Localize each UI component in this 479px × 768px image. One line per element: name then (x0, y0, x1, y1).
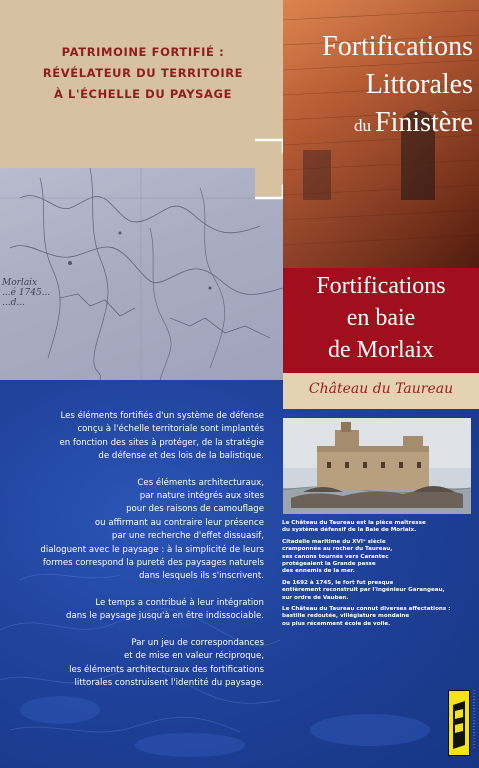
body-paragraph-2 (8, 477, 264, 584)
body-line: formes correspond la pureté des paysages naturels (42, 558, 264, 569)
map-drawing (0, 168, 283, 380)
body-line: Le temps a contribué à leur intégration (95, 597, 264, 608)
side-line: des ennemis de la mer. (282, 568, 355, 575)
body-line: dans le paysage jusqu'à en être indissociable. (66, 611, 264, 622)
body-line: les éléments architecturaux des fortifications (69, 664, 264, 675)
caption: Château du Taureau (308, 381, 454, 397)
body-line: dialoguent avec le paysage : à la simplicité de leurs (40, 544, 264, 555)
side-line: Citadelle maritime du XVIᵉ siècle (282, 538, 386, 545)
body-paragraph-1 (8, 410, 264, 464)
tagline-line-1: PATRIMOINE FORTIFIÉ : (61, 45, 225, 59)
side-paragraph-2 (282, 539, 472, 576)
series-title-line-3: Finistère (375, 107, 473, 138)
side-paragraph-4 (282, 606, 472, 628)
side-line: sur ordre de Vauban. (282, 594, 349, 601)
map-label-3: ...d... (2, 298, 25, 308)
subtitle (283, 270, 479, 366)
subtitle-line-2: en baie (346, 305, 416, 331)
credit-line (471, 690, 477, 750)
body-line: conçu à l'échelle territoriale sont implantés (77, 424, 264, 435)
series-title (283, 28, 473, 146)
subtitle-line-1: Fortifications (316, 273, 446, 299)
body-line: par nature intégrés aux sites (139, 491, 264, 502)
side-line: Le Château du Taureau connut diverses affectations : (282, 606, 451, 613)
side-line: ses canons tournés vers Carantec (282, 553, 389, 560)
body-line: par une recherche d'effet dissuasif, (111, 531, 264, 542)
map-label-2: ...é 1745... (2, 288, 51, 298)
body-line: pour des raisons de camouflage (126, 504, 264, 515)
side-line: Le Château du Taureau est la pièce maîtresse (282, 520, 426, 526)
body-line: et de mise en valeur réciproque, (123, 651, 264, 662)
series-title-line-2: Littorales (365, 69, 473, 100)
side-line: cramponnée au rocher du Taureau, (282, 546, 393, 553)
side-line: De 1692 à 1745, le fort fut presque (282, 579, 394, 586)
series-title-line-1: Fortifications (322, 31, 473, 62)
series-title-du: du (354, 116, 371, 135)
body-line: littorales construisent l'identité du paysage. (74, 677, 264, 688)
body-line: ou affirmant au contraire leur présence (94, 517, 264, 528)
body-line: Ces éléments architecturaux, (137, 477, 264, 488)
side-paragraph-3 (282, 580, 472, 602)
map-label-1: Morlaix (2, 278, 38, 288)
tagline-line-3: À L'ÉCHELLE DU PAYSAGE (53, 87, 233, 101)
side-line: ou plus récemment école de voile. (282, 620, 391, 627)
tagline (18, 42, 268, 105)
body-paragraph-3 (8, 597, 264, 624)
side-paragraph-1 (282, 520, 472, 535)
body-paragraph-4 (8, 637, 264, 691)
subtitle-line-3: de Morlaix (328, 337, 434, 363)
chateau-du-taureau-image (283, 418, 471, 514)
side-line: entièrement reconstruit par l'ingénieur Garangeau, (282, 587, 445, 594)
body-line: dans lesquels ils s'inscrivent. (138, 571, 264, 582)
body-line: Les éléments fortifiés d'un système de défense (60, 411, 264, 421)
body-text (8, 410, 264, 703)
historic-map (0, 168, 283, 380)
finistere-logo-icon (449, 691, 469, 755)
body-line: de défense et des lois de la balistique. (98, 451, 264, 462)
publisher-logo (448, 690, 470, 756)
side-line: bastille redoutée, villégiature mondaine (282, 613, 410, 620)
body-line: Par un jeu de correspondances (131, 637, 264, 648)
side-description (282, 520, 472, 632)
body-line: en fonction des sites à protéger, de la stratégie (59, 437, 264, 448)
side-line: protégeaient la Grande passe (282, 561, 376, 568)
side-line: du système défensif de la Baie de Morlaix. (282, 527, 417, 534)
tagline-line-2: RÉVÉLATEUR DU TERRITOIRE (42, 66, 244, 80)
